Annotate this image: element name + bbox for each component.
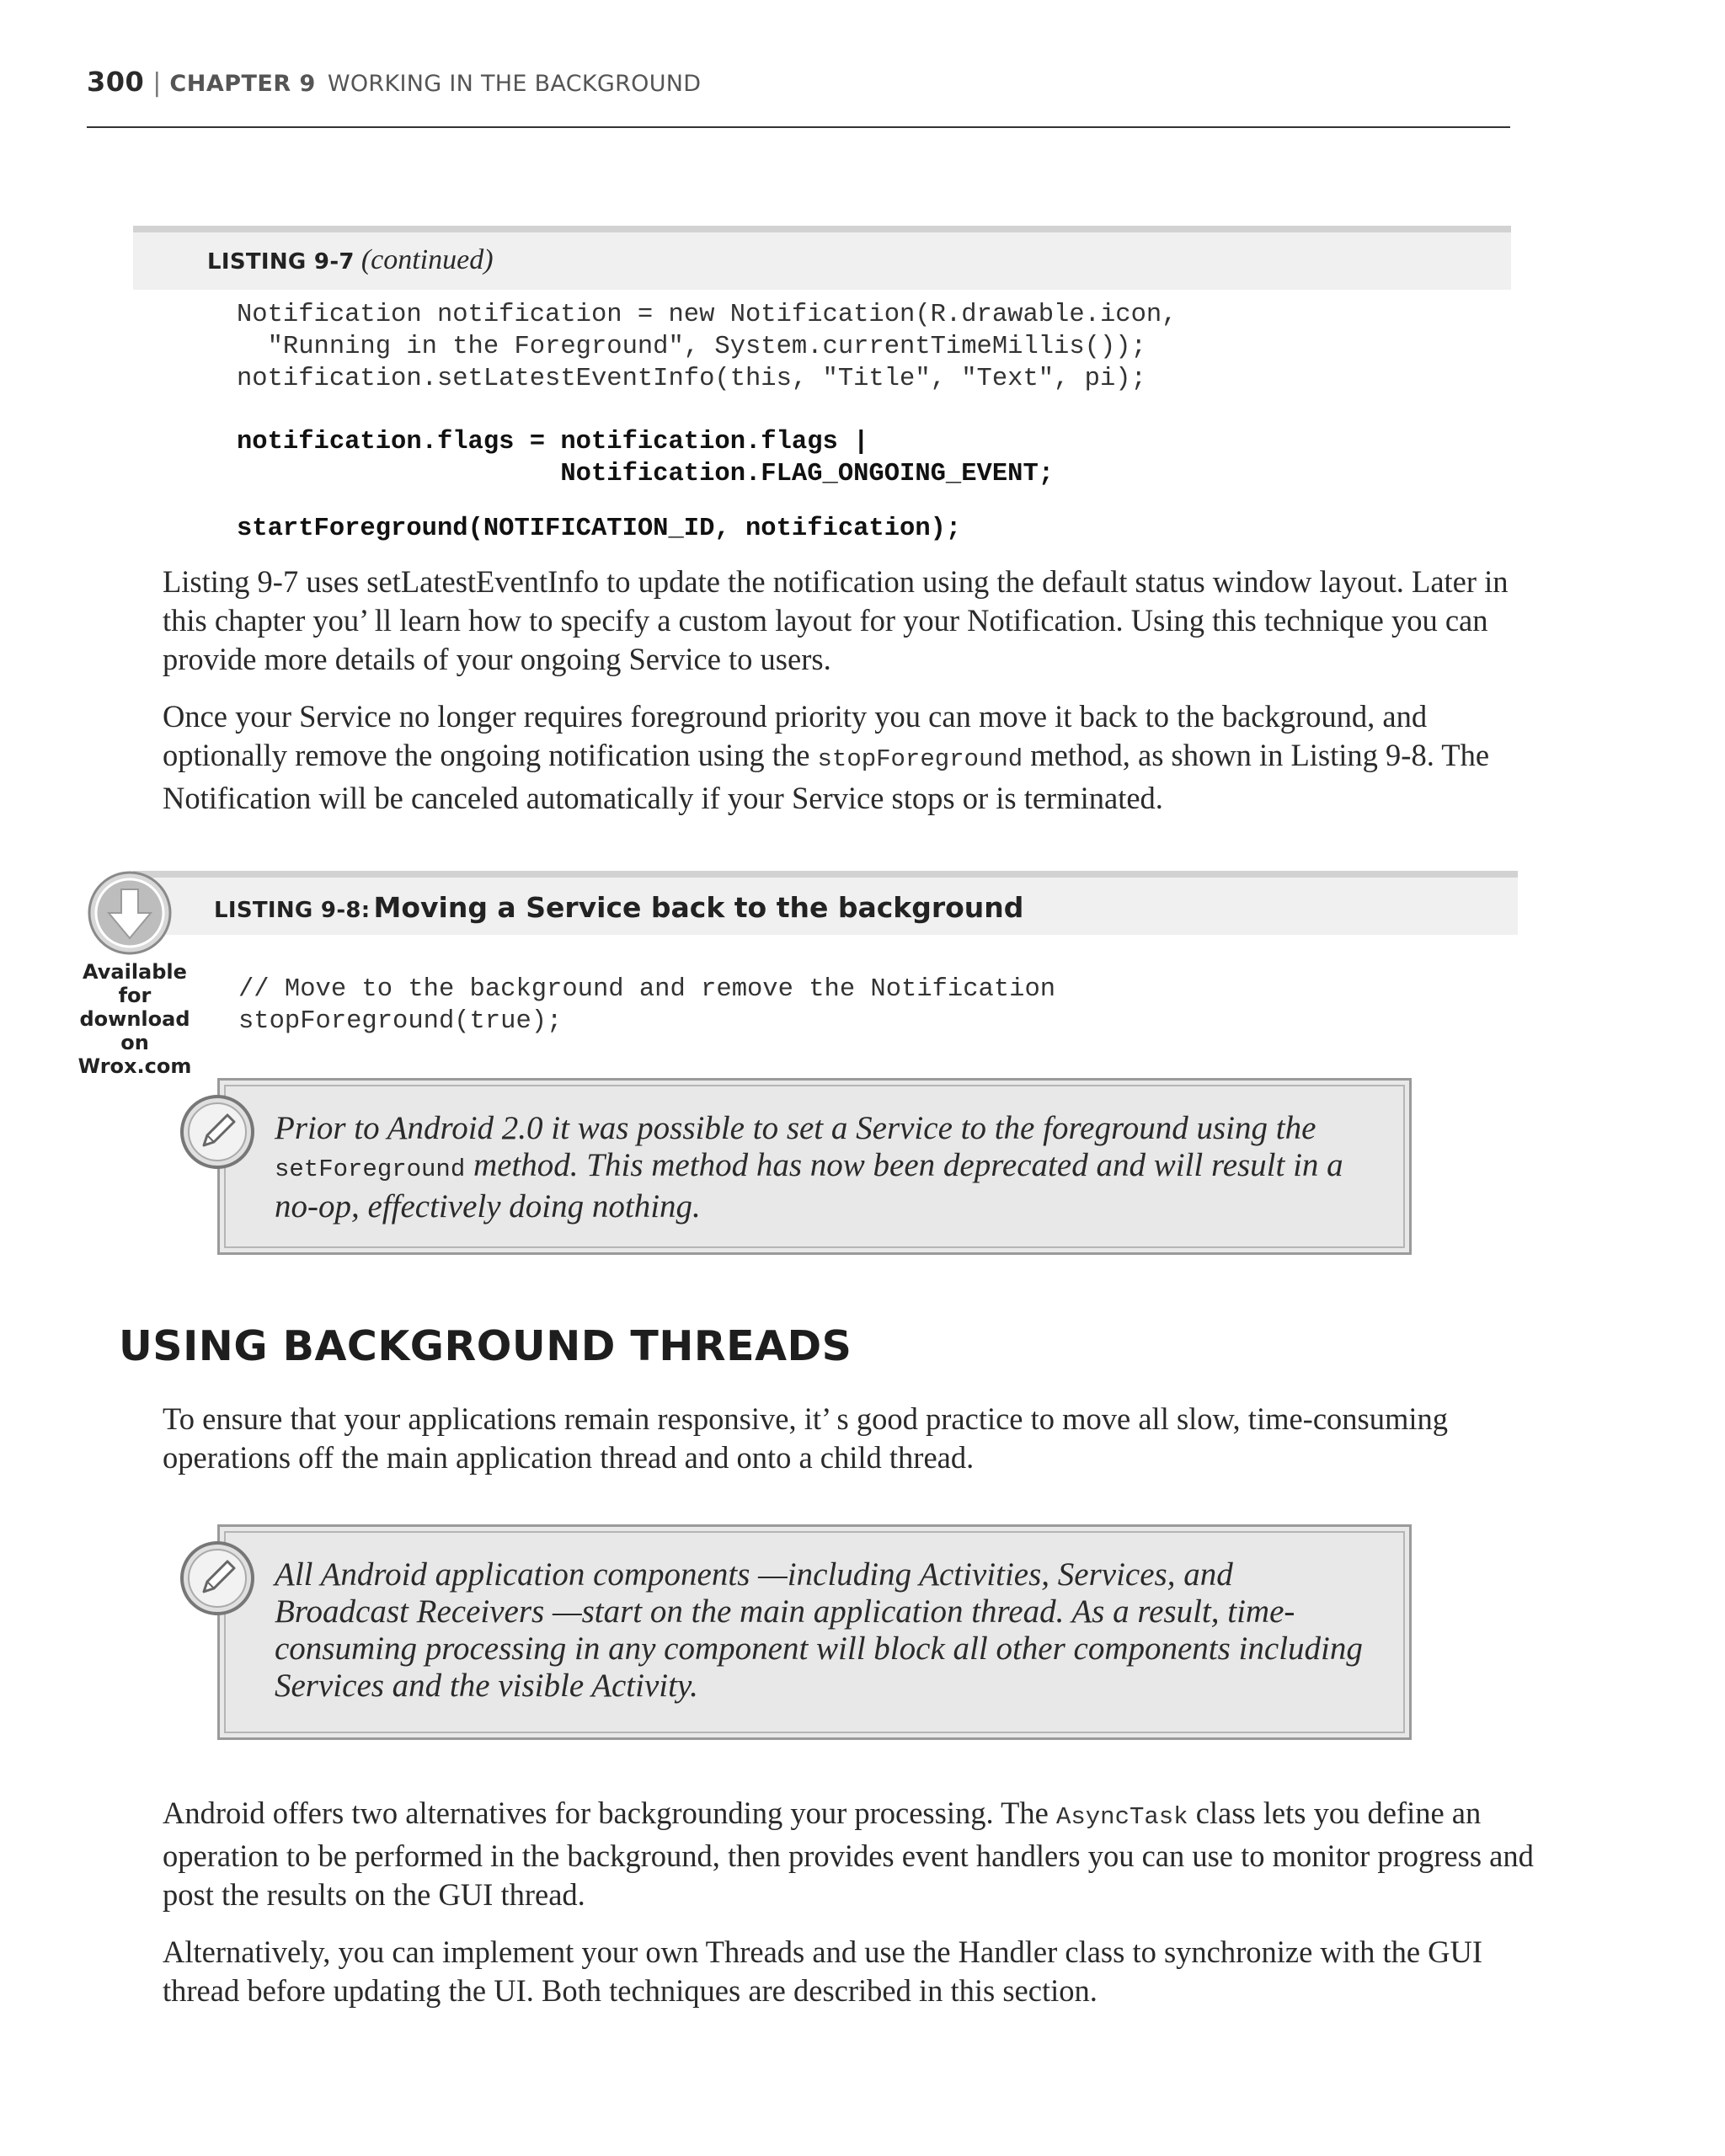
body-text-top (163, 563, 1552, 836)
download-badge-label: Available for download on Wrox.com (77, 960, 192, 1078)
listing-9-8-label: LISTING 9-8: (214, 898, 371, 923)
paragraph: Alternatively, you can implement your own Threads and use the Handler class to synchronize with the GUI thread before updating the UI. Both techniques are described in this section. (163, 1935, 1483, 2008)
body-text-middle (163, 1400, 1561, 1496)
running-header (87, 66, 1510, 128)
chapter-label: CHAPTER 9 (169, 71, 316, 97)
listing-9-8-bar (133, 871, 1518, 935)
pencil-icon (179, 1093, 256, 1171)
inline-code: stopForeground (817, 745, 1023, 773)
code-line-bold: startForeground(NOTIFICATION_ID, notification); (237, 515, 962, 543)
listing-9-7-code (237, 299, 1177, 545)
code-line: "Running in the Foreground", System.currentTimeMillis()); (237, 333, 1146, 361)
listing-9-8-title: Moving a Service back to the background (373, 891, 1024, 924)
code-line: stopForeground(true); (238, 1007, 563, 1036)
pencil-icon (179, 1540, 256, 1617)
listing-9-8-code (238, 974, 1055, 1038)
inline-code: setForeground (275, 1155, 466, 1183)
paragraph: To ensure that your applications remain responsive, it’ s good practice to move all slow, time-consuming operations off the main application thread and onto a child thread. (163, 1401, 1449, 1475)
code-line-bold: notification.flags = notification.flags | (237, 428, 869, 456)
listing-9-7-continued: (continued) (360, 244, 494, 275)
listing-9-7-bar (133, 226, 1511, 290)
listing-9-7-label: LISTING 9-7 (207, 249, 355, 275)
chapter-title: WORKING IN THE BACKGROUND (327, 71, 702, 97)
paragraph: Listing 9-7 uses setLatestEventInfo to update the notification using the default status window layout. Later in this chapter you’ ll learn how to specify a custom layout for your Notification. Using this technique you can provide more details of your ongoing Service to users. (163, 564, 1509, 676)
inline-code: AsyncTask (1055, 1803, 1188, 1831)
paragraph: Once your Service no longer requires foreground priority you can move it back to the background, and optionally remove the ongoing notification using the stopForeground method, as shown in Listing 9-8. The Notification will be canceled automatically if your Service stops or is terminated. (163, 699, 1490, 815)
code-line-bold: Notification.FLAG_ONGOING_EVENT; (237, 460, 1055, 488)
code-line: notification.setLatestEventInfo(this, "Title", "Text", pi); (237, 365, 1146, 393)
section-heading: USING BACKGROUND THREADS (119, 1322, 852, 1370)
note-text: All Android application components —including Activities, Services, and Broadcast Receivers —start on the main application thread. As a result, time-consuming processing in any component will block all other components including Services and the visible Activity. (275, 1556, 1363, 1704)
code-line: Notification notification = new Notification(R.drawable.icon, (237, 301, 1178, 329)
note-text: Prior to Android 2.0 it was possible to set a Service to the foreground using the setForeground method. This method has now been deprecated and will result in a no-op, effectively doing nothing. (275, 1110, 1343, 1225)
paragraph: Android offers two alternatives for backgrounding your processing. The AsyncTask class lets you define an operation to be performed in the background, then provides event handlers you can use to monitor progress and post the results on the GUI thread. (163, 1796, 1534, 1912)
page-number: 300 (87, 66, 145, 98)
header-separator: | (152, 68, 162, 98)
body-text-bottom (163, 1794, 1552, 2029)
code-line: // Move to the background and remove the Notification (238, 975, 1056, 1004)
download-arrow-icon (88, 871, 172, 955)
